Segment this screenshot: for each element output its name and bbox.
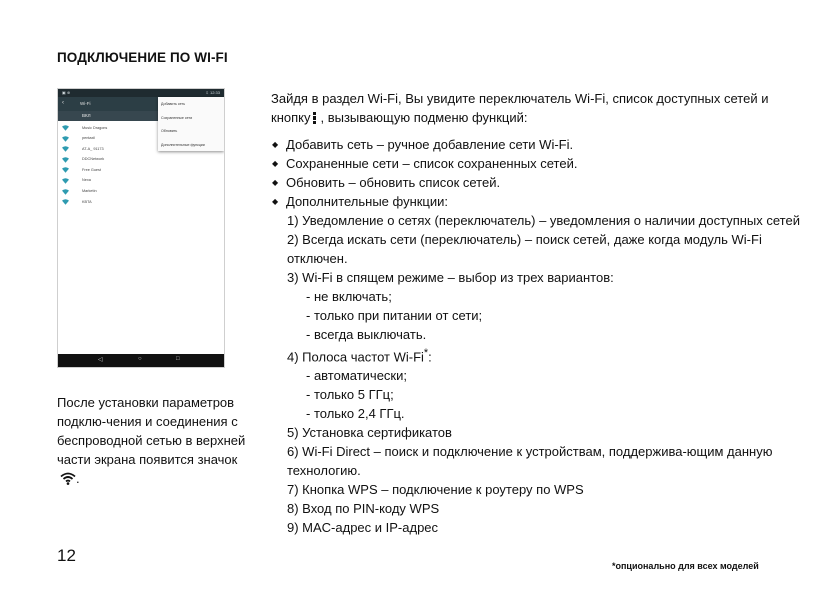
nav-recents-icon[interactable]: □ <box>176 356 180 362</box>
wifi-signal-icon <box>62 136 69 142</box>
network-item[interactable] <box>58 165 224 176</box>
wifi-signal-icon <box>62 125 69 131</box>
footnote: *опционально для всех моделей <box>612 561 759 571</box>
wifi-signal-icon <box>62 146 69 152</box>
overflow-menu-icon <box>311 112 317 126</box>
network-name: KBTA <box>82 199 92 204</box>
function-8: 8) Вход по PIN-коду WPS <box>287 501 440 517</box>
bullet-icon: ◆ <box>272 159 279 168</box>
sleep-option: - не включать; <box>306 289 392 304</box>
bullet-item: ◆ Добавить сеть – ручное добавление сети Wi-Fi. <box>272 137 574 152</box>
status-bar <box>58 89 224 97</box>
function-4: 4) Полоса частот Wi-Fi*: <box>287 347 432 365</box>
function-5: 5) Установка сертификатов <box>287 425 452 441</box>
function-list <box>271 135 801 537</box>
menu-item-advanced[interactable]: Дополнительные функции <box>161 142 205 147</box>
wifi-signal-icon <box>62 178 69 184</box>
back-arrow-icon[interactable]: ‹ <box>62 100 64 106</box>
bullet-item: ◆ Сохраненные сети – список сохраненных сетей. <box>272 156 578 171</box>
menu-item-add-network[interactable]: Добавить сеть <box>161 102 186 106</box>
page-title: ПОДКЛЮЧЕНИЕ ПО WI-FI <box>57 50 228 65</box>
network-name: Free Guest <box>82 167 101 172</box>
network-item[interactable] <box>58 197 224 208</box>
bullet-item: ◆ Дополнительные функции: <box>272 194 449 209</box>
page-number: 12 <box>57 546 76 565</box>
menu-item-refresh[interactable]: Обновить <box>161 129 178 133</box>
network-name: Music Dragons <box>82 125 108 130</box>
overflow-menu <box>158 97 224 151</box>
wifi-icon <box>60 472 76 485</box>
network-item[interactable] <box>58 176 224 187</box>
function-9: 9) MAC-адрес и IP-адрес <box>287 520 439 536</box>
left-note-text: После установки параметров подклю-чения и соединения с беспроводной сетью в верхней части экрана появится значок <box>57 395 246 467</box>
wifi-signal-icon <box>62 157 69 163</box>
network-item[interactable] <box>58 155 224 166</box>
wifi-signal-icon <box>62 199 69 205</box>
intro-text: Зайдя в раздел Wi-Fi, Вы увидите переключатель Wi-Fi, список доступных сетей и кнопку <box>271 91 769 125</box>
phone-screenshot <box>57 88 225 368</box>
bullet-icon: ◆ <box>272 178 279 187</box>
menu-item-saved-networks[interactable]: Сохраненные сети <box>161 115 193 120</box>
network-name: Marketin <box>82 189 97 194</box>
network-name: AT-A_ 91173 <box>82 146 104 151</box>
intro-text-end: , вызывающую подменю функций: <box>320 110 528 125</box>
nav-home-icon[interactable]: ○ <box>138 356 142 362</box>
toolbar-title: Wi-Fi <box>80 101 91 106</box>
wifi-signal-icon <box>62 167 69 173</box>
band-option: - только 5 ГГц; <box>306 387 394 403</box>
left-note-end: . <box>76 471 80 486</box>
bullet-icon: ◆ <box>272 197 279 206</box>
function-6: 6) Wi-Fi Direct – поиск и подключение к устройствам, поддержива-ющим данную технологию. <box>287 444 773 479</box>
band-option: - только 2,4 ГГц. <box>306 406 405 422</box>
bullet-icon: ◆ <box>272 140 279 149</box>
footnote-mark: * <box>423 347 429 359</box>
network-item[interactable] <box>58 187 224 198</box>
function-7: 7) Кнопка WPS – подключение к роутеру по WPS <box>287 482 584 498</box>
left-note <box>57 393 247 488</box>
wifi-switch-label: ВКЛ <box>82 113 91 118</box>
status-icons-left: ▣ ⊕ <box>62 90 71 95</box>
wifi-signal-icon <box>62 189 69 195</box>
bullet-item: ◆ Обновить – обновить список сетей. <box>272 175 501 190</box>
function-1: 1) Уведомление о сетях (переключатель) – уведомления о наличии доступных сетей <box>287 213 800 228</box>
network-name: DDCNetwork <box>82 157 105 162</box>
sleep-option: - только при питании от сети; <box>306 308 483 323</box>
nav-back-icon[interactable]: ◁ <box>98 357 103 363</box>
navigation-bar <box>58 354 224 367</box>
sleep-option: - всегда выключать. <box>306 327 427 342</box>
intro-paragraph <box>271 89 791 127</box>
network-name: pentaxil <box>82 136 96 141</box>
status-time: ⇩ 12:33 <box>205 90 220 95</box>
function-3: 3) Wi-Fi в спящем режиме – выбор из трех вариантов: <box>287 270 614 285</box>
network-name: Nexa <box>82 178 91 183</box>
function-2: 2) Всегда искать сети (переключатель) – поиск сетей, даже когда модуль Wi-Fi отключен. <box>287 232 762 266</box>
band-option: - автоматически; <box>306 368 407 384</box>
